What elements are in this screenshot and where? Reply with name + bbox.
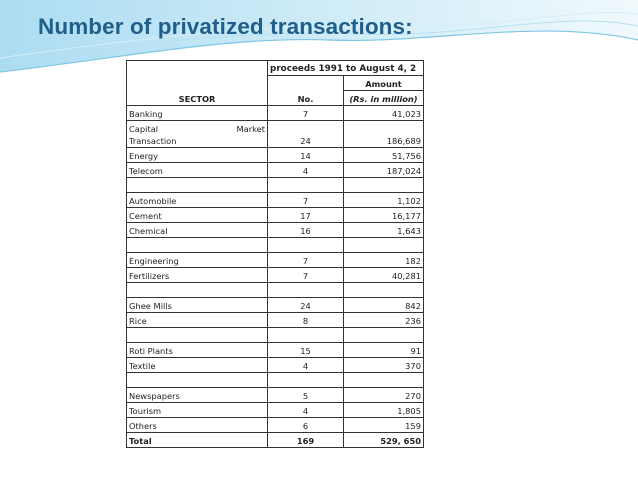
amount-cell: 182 [343, 253, 423, 268]
amount-cell: 842 [343, 298, 423, 313]
no-cell: 17 [268, 208, 344, 223]
no-cell: 6 [268, 418, 344, 433]
amount-cell: 41,023 [343, 106, 423, 121]
sector-cell: Telecom [127, 163, 268, 178]
table-spacer-row [127, 373, 424, 388]
privatization-table-container [126, 60, 424, 461]
no-cell: 4 [268, 403, 344, 418]
amount-cell: 370 [343, 358, 423, 373]
table-spacer-row [127, 238, 424, 253]
sector-cell: Ghee Mills [127, 298, 268, 313]
table-row [127, 253, 424, 268]
total-no-cell: 169 [268, 433, 344, 448]
amount-cell: 40,281 [343, 268, 423, 283]
sector-cell: Fertilizers [127, 268, 268, 283]
amount-cell: 1,102 [343, 193, 423, 208]
sector-cell: Rice [127, 313, 268, 328]
table-header-row [127, 61, 424, 76]
table-row [127, 358, 424, 373]
sector-cell: Engineering [127, 253, 268, 268]
amount-cell: 187,024 [343, 163, 423, 178]
sector-cell: Chemical [127, 223, 268, 238]
no-cell: 4 [268, 358, 344, 373]
table-row [127, 193, 424, 208]
no-cell: 7 [268, 106, 344, 121]
no-cell: 16 [268, 223, 344, 238]
table-total-row [127, 433, 424, 448]
sector-cell: Roti Plants [127, 343, 268, 358]
no-cell: 7 [268, 193, 344, 208]
no-cell: 7 [268, 253, 344, 268]
table-row [127, 343, 424, 358]
no-cell: 14 [268, 148, 344, 163]
no-cell: 15 [268, 343, 344, 358]
table-row [127, 106, 424, 121]
amount-header: Amount [343, 76, 423, 91]
no-cell: 24 [268, 298, 344, 313]
table-row [127, 403, 424, 418]
sector-cell: Energy [127, 148, 268, 163]
sector-cell: Automobile [127, 193, 268, 208]
amount-unit-header: (Rs. in million) [343, 91, 423, 106]
amount-cell: 1,805 [343, 403, 423, 418]
table-spacer-row [127, 283, 424, 298]
sector-cell [127, 121, 268, 148]
table-row [127, 388, 424, 403]
sector-cell: Textile [127, 358, 268, 373]
total-label-cell: Total [127, 433, 268, 448]
no-header: No. [268, 76, 344, 106]
table-row [127, 418, 424, 433]
table-row [127, 298, 424, 313]
sector-cell: Banking [127, 106, 268, 121]
table-row [127, 208, 424, 223]
table-row [127, 268, 424, 283]
sector-cell: Cement [127, 208, 268, 223]
total-amount-cell: 529, 650 [343, 433, 423, 448]
amount-cell: 51,756 [343, 148, 423, 163]
amount-cell: 186,689 [343, 121, 423, 148]
table-row [127, 163, 424, 178]
amount-cell: 270 [343, 388, 423, 403]
no-cell: 24 [268, 121, 344, 148]
privatization-table [126, 60, 424, 448]
amount-cell: 91 [343, 343, 423, 358]
no-cell: 7 [268, 268, 344, 283]
table-spacer-row [127, 328, 424, 343]
no-cell: 5 [268, 388, 344, 403]
sector-cell: Newspapers [127, 388, 268, 403]
sector-cell: Tourism [127, 403, 268, 418]
amount-cell: 236 [343, 313, 423, 328]
amount-cell: 159 [343, 418, 423, 433]
sector-cell-part: Transaction [129, 136, 177, 146]
no-cell: 4 [268, 163, 344, 178]
table-row [127, 148, 424, 163]
sector-header: SECTOR [127, 61, 268, 106]
table-row [127, 121, 424, 148]
sector-cell-part: Capital [129, 124, 159, 134]
period-header: proceeds 1991 to August 4, 2 [268, 61, 424, 76]
amount-cell: 16,177 [343, 208, 423, 223]
table-row [127, 313, 424, 328]
table-spacer-row [127, 178, 424, 193]
slide-title: Number of privatized transactions: [38, 14, 413, 39]
amount-cell: 1,643 [343, 223, 423, 238]
no-cell: 8 [268, 313, 344, 328]
sector-cell: Others [127, 418, 268, 433]
table-row [127, 223, 424, 238]
sector-cell-part: Market [236, 124, 266, 134]
